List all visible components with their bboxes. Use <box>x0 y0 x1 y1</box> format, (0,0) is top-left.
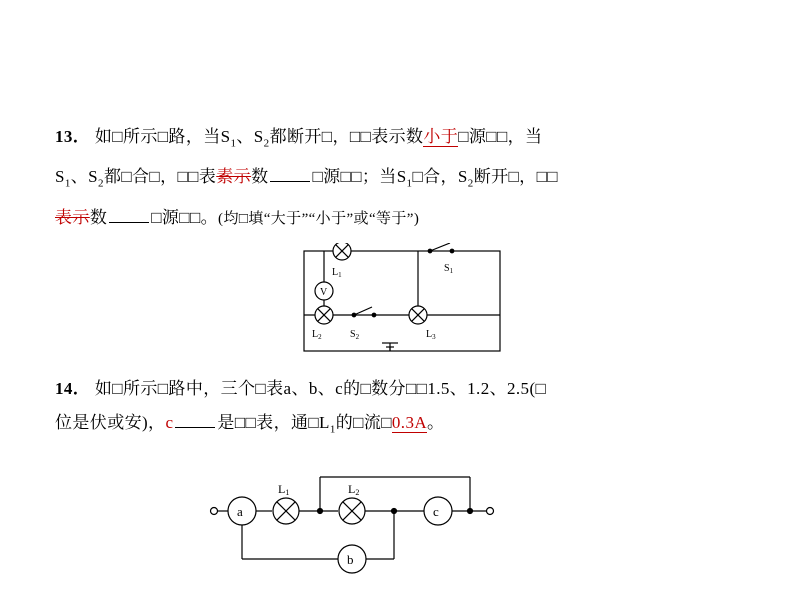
q13-l2-sub-1: 1 <box>64 177 71 190</box>
q14-b: 所示 <box>122 379 158 398</box>
q13-l2-box-3: □ <box>177 167 189 187</box>
circuit-diagram-2 <box>190 455 530 580</box>
q13-annotation-2: 素示 <box>216 167 252 187</box>
q14-box-1: □ <box>112 379 123 398</box>
q14-l2-box-4: □ <box>353 413 364 432</box>
circuit-1-label-l2: $L_2$ <box>312 329 322 341</box>
q13-s1-sub: 1 <box>230 137 237 150</box>
q14-box-2: □ <box>157 379 169 398</box>
q13-text-e: ， <box>332 127 350 146</box>
q13-l2-box-6: □ <box>340 167 352 187</box>
circuit-1-label-voltmeter: V <box>320 287 328 298</box>
q13-text-h: ，当 <box>507 127 543 146</box>
question-13-number: 13． <box>55 127 91 146</box>
question-14 <box>55 372 755 446</box>
q14-l2-g: 。 <box>427 413 445 432</box>
q13-l2-box-1: □ <box>121 167 133 187</box>
q13-l2-box-7: □ <box>351 167 362 187</box>
q13-l2-e: ， <box>160 167 178 187</box>
q14-box-3: □ <box>255 379 267 398</box>
q13-l3-b: 源 <box>161 207 180 227</box>
q13-box-3: □ <box>321 127 333 146</box>
q13-l2-c: 都 <box>103 167 122 187</box>
q13-l2-sub-3: 1 <box>406 177 413 190</box>
q14-box-6: □ <box>416 379 428 398</box>
question-14-number: 14． <box>55 379 91 398</box>
q13-text-c: 路，当 <box>168 127 221 146</box>
q14-f: 1.5、1.2、2.5( <box>427 379 536 398</box>
q14-d: 表a、b、c的 <box>266 379 361 398</box>
q13-annotation-1: 小于 <box>423 127 459 146</box>
q13-l3-box-3: □ <box>189 207 201 227</box>
q13-answer-blank-1[interactable] <box>270 166 310 182</box>
q14-answer-blank-1[interactable] <box>175 412 215 428</box>
q13-answer-blank-2[interactable] <box>109 207 149 223</box>
q14-l2-box-3: □ <box>308 413 320 432</box>
q14-l2-d: L <box>319 413 330 432</box>
q13-box-2: □ <box>157 127 169 146</box>
q13-box-5: □ <box>360 127 372 146</box>
q13-text-g: 源 <box>468 127 487 146</box>
q13-l2-box-2: □ <box>149 167 161 187</box>
circuit-2-label-c: c <box>433 504 439 519</box>
q13-sep-1: 、 <box>236 127 254 146</box>
q14-annotation-current: 0.3A <box>391 413 428 432</box>
q13-s2-sub: 2 <box>263 137 270 150</box>
circuit-1-label-s2: $S_2$ <box>350 329 360 341</box>
q13-note-a: (均 <box>218 210 239 227</box>
q13-box-8: □ <box>496 127 508 146</box>
q14-a: 如 <box>94 379 113 398</box>
q13-text-a: 如 <box>94 127 113 146</box>
q14-l2-sub: 1 <box>329 423 336 436</box>
q13-l2-box-4: □ <box>188 167 199 187</box>
circuit-1-label-s1: $S_1$ <box>444 263 454 275</box>
circuit-1-svg <box>290 243 520 363</box>
q13-text-b: 所示 <box>122 127 158 146</box>
q13-l2-d: 合 <box>132 167 150 187</box>
circuit-2-label-l2: L2 <box>348 482 360 497</box>
q14-box-7: □ <box>535 379 547 398</box>
q13-l2-f: 表 <box>198 167 217 187</box>
q13-l3-c: 。 <box>200 207 219 227</box>
q14-l2-box-1: □ <box>234 413 246 432</box>
q14-l2-a: 位是伏或安)， <box>55 413 166 432</box>
q13-l2-a: S <box>55 167 65 187</box>
q13-note-b: 填“大于”“小于”或“等于”) <box>248 210 420 227</box>
q14-e: 数分 <box>371 379 406 398</box>
q13-l3-box-2: □ <box>179 207 190 227</box>
q13-text-f: 表示数 <box>371 127 424 146</box>
q13-l2-sub-2: 2 <box>98 177 104 190</box>
q13-box-1: □ <box>112 127 123 146</box>
q14-l2-box-2: □ <box>245 413 257 432</box>
q13-s1-label: S <box>220 127 231 146</box>
q13-l2-i: ；当S <box>361 167 407 187</box>
q13-l2-box-5: □ <box>312 167 324 187</box>
q13-s2-label: S <box>253 127 264 146</box>
q14-annotation-c: c <box>165 413 174 432</box>
q13-l3-box-1: □ <box>151 207 162 227</box>
circuit-1-label-l1: $L_1$ <box>332 267 342 279</box>
q13-box-7: □ <box>486 127 497 146</box>
circuit-2-label-l1: L1 <box>278 482 290 497</box>
q13-l2-j: 合，S <box>423 167 468 187</box>
q14-l2-f: 流 <box>363 413 382 432</box>
q14-l2-b: 是 <box>217 413 235 432</box>
q13-l2-b: 、S <box>70 167 99 187</box>
q13-l2-sub-4: 2 <box>467 177 474 190</box>
q14-box-4: □ <box>360 379 372 398</box>
q13-l3-a: 数 <box>89 207 108 227</box>
q13-l2-h: 源 <box>323 167 341 187</box>
q14-l2-e: 的 <box>335 413 354 432</box>
q13-box-4: □ <box>349 127 361 146</box>
q13-l2-box-10: □ <box>536 167 548 187</box>
q14-l2-c: 表，通 <box>256 413 309 432</box>
q13-text-d: 都断开 <box>269 127 322 146</box>
circuit-2-svg <box>190 455 530 580</box>
circuit-1-label-l3: $L_3$ <box>426 329 436 341</box>
circuit-diagram-1 <box>290 243 520 363</box>
q13-l2-g: 数 <box>251 167 269 187</box>
q13-box-6: □ <box>458 127 469 146</box>
q13-annotation-3: 表示 <box>55 207 90 227</box>
circuit-2-label-a: a <box>237 504 243 519</box>
question-13 <box>55 120 755 236</box>
q13-l3-box-4: □ <box>238 210 249 227</box>
q13-l2-box-8: □ <box>412 167 424 187</box>
q13-l2-box-11: □ <box>547 167 558 187</box>
circuit-2-label-b: b <box>347 552 354 567</box>
q13-l2-l: ， <box>519 167 537 187</box>
q13-l2-k: 断开 <box>473 167 509 187</box>
q13-l2-box-9: □ <box>508 167 520 187</box>
q14-box-5: □ <box>405 379 417 398</box>
q14-l2-box-5: □ <box>381 413 392 432</box>
q14-c: 路中，三个 <box>168 379 256 398</box>
